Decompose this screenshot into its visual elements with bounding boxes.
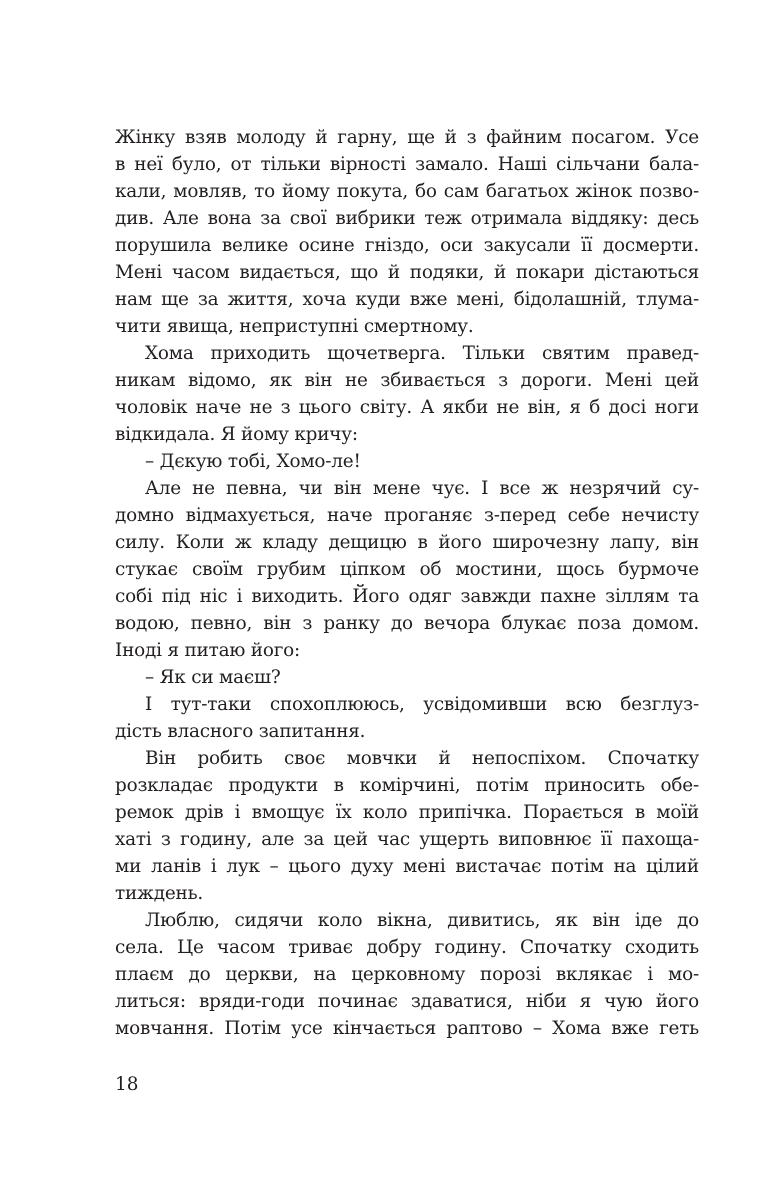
text-line: в неї було, от тільки вірності замало. Наші сільчани бала- [115,154,699,175]
text-line: див. Але вона за свої вибрики теж отримала віддяку: десь [115,208,699,229]
text-line: – Як си маєш? [145,667,281,688]
text-line: села. Це часом триває добру годину. Спочатку сходить [115,937,699,958]
text-line: водою, певно, він з ранку до вечора блукає поза домом. [115,613,699,634]
text-line: відкидала. Я йому кричу: [115,424,358,445]
text-line: собі під ніс і виходить. Його одяг завжди пахне зіллям та [115,586,699,607]
text-line: нам ще за життя, хоча куди вже мені, бідолашній, тлума- [115,289,699,310]
text-line: І тут-таки спохоплююсь, усвідомивши всю безглуз- [145,694,699,715]
text-line: Мені часом видається, що й подяки, й покари дістаються [115,262,699,283]
page-number: 18 [115,1074,139,1095]
text-line: силу. Коли ж кладу дещицю в його широчезну лапу, він [115,532,699,553]
text-line: Жінку взяв молоду й гарну, ще й з файним посагом. Усе [115,127,699,148]
text-line: никам відомо, як він не збивається з дороги. Мені цей [115,370,699,391]
text-line: порушила велике осине гніздо, оси закусали її досмерти. [115,235,699,256]
text-line: кали, мовляв, то йому покута, бо сам багатьох жінок позво- [115,181,699,202]
text-line: ми ланів і лук – цього духу мені вистачає потім на цілий [115,856,699,877]
page-text-body [115,124,699,1042]
text-line: хаті з годину, але за цей час ущерть виповнює її пахоща- [115,829,699,850]
text-line: тиждень. [115,883,204,904]
text-line: мовчання. Потім усе кінчається раптово – Хома вже геть [115,1018,699,1039]
text-line: Хома приходить щочетверга. Тільки святим правед- [145,343,699,364]
text-line: Але не певна, чи він мене чує. І все ж незрячий су- [145,478,699,499]
text-line: чити явища, неприступні смертному. [115,316,474,337]
text-line: Люблю, сидячи коло вікна, дивитись, як він іде до [145,910,699,931]
text-line: домно відмахується, наче проганяє з-перед себе нечисту [115,505,699,526]
text-line: ремок дрів і вмощує їх коло припічка. Порається в моїй [115,802,699,823]
text-line: чоловік наче не з цього світу. А якби не він, я б досі ноги [115,397,699,418]
text-line: Іноді я питаю його: [115,640,301,661]
text-line: – Дєкую тобі, Хомо-ле! [145,451,361,472]
text-line: дість власного запитання. [115,721,366,742]
text-line: плаєм до церкви, на церковному порозі вклякає і мо- [115,964,699,985]
text-line: стукає своїм грубим ціпком об мостини, щось бурмоче [115,559,699,580]
text-line: Він робить своє мовчки й непоспіхом. Спочатку [145,748,699,769]
text-line: розкладає продукти в комірчині, потім приносить обе- [115,775,699,796]
text-line: литься: вряди-годи починає здаватися, ніби я чую його [115,991,699,1012]
